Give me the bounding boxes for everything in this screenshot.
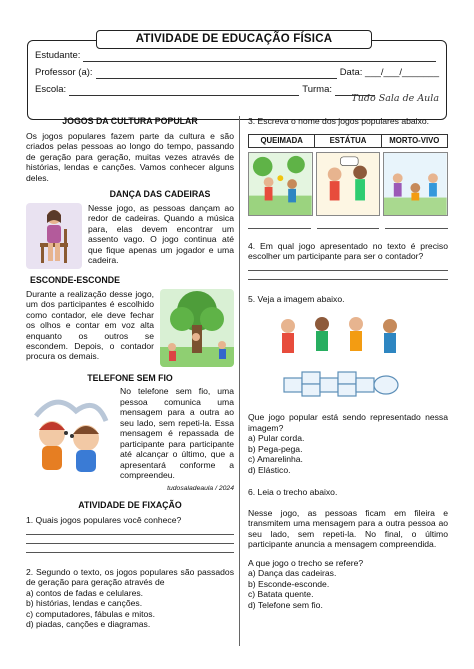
fixation-title: ATIVIDADE DE FIXAÇÃO <box>78 499 182 510</box>
q3-answer-lines <box>248 221 448 229</box>
games-table-header <box>248 134 448 148</box>
question-6-excerpt: Nesse jogo, as pessoas ficam em fileira e transmitem uma mensagem para a outra pessoa ao seu lado, sem repeti-la. No final, o último participante anuncia a mensagem compreendida. <box>248 507 448 550</box>
telephone-game-illustration <box>26 386 114 482</box>
class-label: Turma: <box>302 84 332 95</box>
musical-chairs-illustration <box>26 203 82 269</box>
telefone-section <box>26 386 234 482</box>
telefone-text: No telefone sem fio, uma pessoa comunica uma mensagem para a outra ao seu lado, sem repeti-la. Essa mensagem é repassada de participante para participante até alcançar o último, que a apresentará conforme a compreendeu. <box>120 386 234 481</box>
q6-option-c[interactable]: c) Batata quente. <box>248 589 314 600</box>
question-1: 1. Quais jogos populares você conhece? <box>26 515 182 526</box>
q6-option-b[interactable]: b) Esconde-esconde. <box>248 578 330 589</box>
right-column <box>248 116 448 610</box>
question-3: 3. Escreva o nome dos jogos populares abaixo. <box>248 116 430 126</box>
column-divider <box>239 116 240 646</box>
school-label: Escola: <box>35 84 67 95</box>
esconde-section <box>26 289 234 367</box>
page-title: ATIVIDADE DE EDUCAÇÃO FÍSICA <box>135 33 333 46</box>
q2-option-c[interactable]: c) computadores, fábulas e mitos. <box>26 608 155 619</box>
answer-line-1b[interactable] <box>26 535 234 544</box>
statue-game-illustration <box>316 152 381 216</box>
question-5-options <box>248 433 448 475</box>
games-pictures <box>248 152 448 216</box>
danca-text: Nesse jogo, as pessoas dançam ao redor de cadeiras. Quando a música para, elas devem encontrar um assento vago. O jogo continua até que fique apenas um jogador e uma cadeira. <box>88 202 234 266</box>
header-morto-vivo: MORTO-VIVO <box>389 136 440 146</box>
telefone-title: TELEFONE SEM FIO <box>87 372 173 383</box>
esconde-title: ESCONDE-ESCONDE <box>30 274 120 285</box>
question-2: 2. Segundo o texto, os jogos populares são passados de geração para geração através de <box>26 566 234 588</box>
question-6: 6. Leia o trecho abaixo. <box>248 487 338 498</box>
teacher-label: Professor (a): <box>35 67 93 78</box>
credit-text: tudosaladeaula / 2024 <box>167 485 234 493</box>
q5-option-a[interactable]: a) Pular corda. <box>248 433 305 444</box>
header-box <box>27 40 447 120</box>
student-row <box>35 50 439 62</box>
q2-option-b[interactable]: b) histórias, lendas e canções. <box>26 598 143 609</box>
question-5-prompt: Que jogo popular está sendo representado nessa imagem? <box>248 412 448 433</box>
esconde-text: Durante a realização desse jogo, um dos participantes é escolhido como contador, ele deve fechar os olhos e contar em voz alta enquanto os outros se escondem. Depois, o contador procura os demais. <box>26 288 154 362</box>
school-row <box>35 84 378 96</box>
intro-text: Os jogos populares fazem parte da cultura e são criados pelas pessoas ao longo do tempo, passando de geração para geração, muitas vezes através de histórias, lendas e canções. Vamos conhecer alguns deles. <box>26 130 234 183</box>
dead-alive-game-illustration <box>383 152 448 216</box>
answer-line-1a[interactable] <box>26 526 234 535</box>
hopscotch-illustration <box>258 312 428 404</box>
q3-answer-3[interactable] <box>385 221 448 229</box>
header-queimada: QUEIMADA <box>249 135 315 147</box>
dodgeball-illustration <box>248 152 313 216</box>
header-estatua: ESTÁTUA <box>315 135 381 147</box>
teacher-field[interactable] <box>96 69 337 79</box>
question-6-options <box>248 568 448 610</box>
question-6-prompt: A que jogo o trecho se refere? <box>248 557 364 568</box>
answer-line-1c[interactable] <box>26 544 234 553</box>
q3-answer-1[interactable] <box>248 221 311 229</box>
q3-answer-2[interactable] <box>317 221 380 229</box>
student-label: Estudante: <box>35 50 81 61</box>
q6-option-a[interactable]: a) Dança das cadeiras. <box>248 568 337 579</box>
danca-title: DANÇA DAS CADEIRAS <box>109 189 211 200</box>
hide-and-seek-illustration <box>160 289 234 367</box>
teacher-row <box>35 67 439 79</box>
q5-option-c[interactable]: c) Amarelinha. <box>248 454 303 465</box>
q5-option-b[interactable]: b) Pega-pega. <box>248 443 303 454</box>
school-field[interactable] <box>69 86 299 96</box>
answer-line-4b[interactable] <box>248 271 448 280</box>
q2-option-d[interactable]: d) piadas, canções e diagramas. <box>26 619 151 630</box>
q2-option-a[interactable]: a) contos de fadas e celulares. <box>26 587 144 598</box>
brand-signature: Tudo Sala de Aula <box>351 93 439 104</box>
q6-option-d[interactable]: d) Telefone sem fio. <box>248 599 323 610</box>
q5-option-d[interactable]: d) Elástico. <box>248 464 291 475</box>
student-field[interactable] <box>83 52 436 62</box>
question-5: 5. Veja a imagem abaixo. <box>248 293 345 304</box>
danca-section <box>26 203 234 269</box>
question-4: 4. Em qual jogo apresentado no texto é preciso escolher um participante para ser o contador? <box>248 240 448 262</box>
date-label: Data: ___/___/_______ <box>339 67 439 78</box>
left-column <box>26 116 234 630</box>
answer-line-4a[interactable] <box>248 262 448 271</box>
text-heading: JOGOS DA CULTURA POPULAR <box>62 116 198 126</box>
question-2-options <box>26 588 234 630</box>
title-box <box>96 30 372 49</box>
